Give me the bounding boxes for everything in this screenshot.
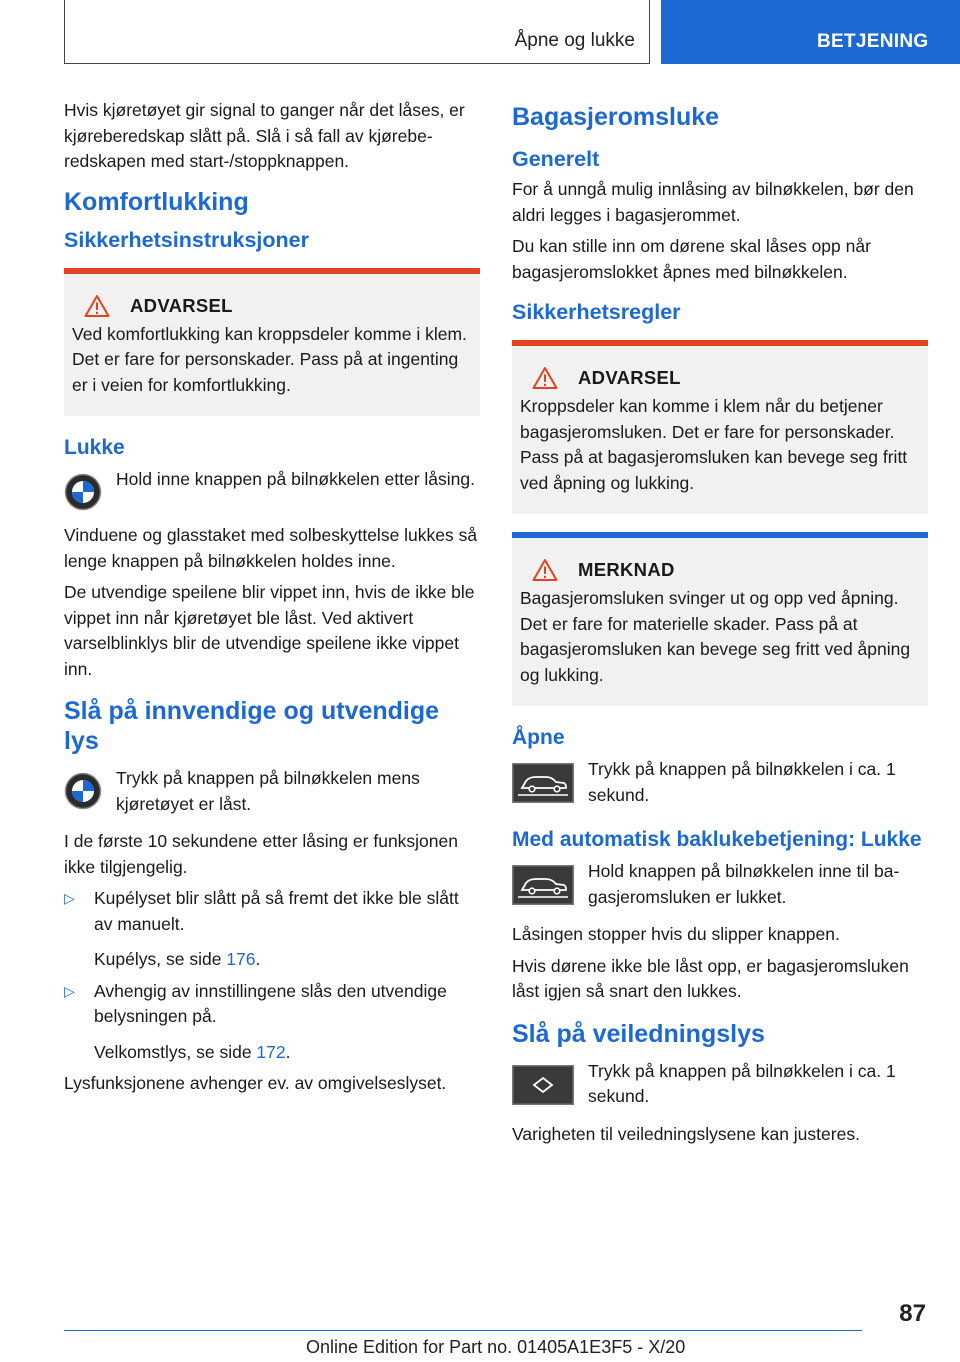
warning-title: ADVARSEL	[578, 367, 681, 388]
lysfunksjonene-paragraph: Lysfunksjonene avhenger ev. av omgivelseslyset.	[64, 1073, 447, 1093]
warning-text: Kroppsdeler kan komme i klem når du betjener bagasjeromsluken. Det er fare for personskader. Pass på at bagasjeromsluken kan bevege seg fritt ved åpning og lukking.	[520, 396, 908, 493]
warning-title: ADVARSEL	[130, 294, 233, 316]
warning-triangle-icon	[532, 366, 558, 390]
left-column	[64, 98, 480, 1103]
page-number: 87	[899, 1300, 926, 1327]
warning-box-bagasje	[512, 340, 928, 514]
speilene-paragraph: De utvendige speilene blir vippet inn, hvis de ikke ble vippet inn når kjøretøyet ble låst. Ved aktivert varselblinklys blir de utvendige speilene ikke vippet inn.	[64, 582, 475, 679]
heading-komfortlukking: Komfortlukking	[64, 187, 249, 216]
footer-edition: Online Edition for Part no. 01405A1E3F5 - X/20	[306, 1337, 686, 1357]
heading-bagasjeromsluke: Bagasjeromsluke	[512, 103, 720, 131]
triangle-bullet-icon: ▷	[64, 890, 75, 906]
automatisk-instruction	[512, 859, 928, 910]
automatisk-text: Hold knappen på bilnøkkelen inne til bagasjeromsluken er lukket.	[588, 861, 900, 907]
bullet-text: Avhengig av innstillingene slås den utvendige belysningen på.	[94, 980, 447, 1026]
heading-veiledningslys: Slå på veiledningslys	[512, 1019, 765, 1048]
apne-text: Trykk på knappen på bilnøkkelen i ca. 1 sekund.	[588, 759, 896, 805]
chapter-tab-label: BETJENING	[817, 31, 929, 52]
vinduene-paragraph: Vinduene og glasstaket med solbeskyttelse lukkes så lenge knappen på bilnøkkelen holdes inne.	[64, 525, 478, 571]
tailgate-key-button-icon	[512, 865, 574, 905]
intro-paragraph: Hvis kjøretøyet gir signal to ganger når det låses, er kjøreberedskap slått på. Slå i så fall av kjøreberedskapen med start-/stoppknappen.	[64, 100, 465, 171]
lys-instruction	[64, 766, 480, 817]
generelt-paragraph-1: For å unngå mulig innlåsing av bilnøkkelen, bør den aldri legges i bagasjerommet.	[512, 179, 914, 225]
footer-divider	[64, 1330, 862, 1331]
cross-reference: Velkomstlys, se side 172.	[94, 1041, 291, 1062]
guide-light-key-button-icon	[512, 1065, 574, 1105]
heading-lukke: Lukke	[64, 436, 125, 459]
heading-apne: Åpne	[512, 726, 565, 749]
forste-paragraph: I de første 10 sekundene etter låsing er funksjonen ikke tilgjengelig.	[64, 831, 458, 877]
varigheten-paragraph: Varigheten til veiledningslysene kan justeres.	[512, 1123, 860, 1144]
heading-sikkerhetsregler: Sikkerhetsregler	[512, 300, 681, 324]
lasingen-paragraph: Låsingen stopper hvis du slipper knappen.	[512, 924, 840, 944]
notice-text: Bagasjeromsluken svinger ut og opp ved åpning. Det er fare for materielle skader. Pass på at bagasjeromsluken kan bevege seg fritt ved åpning og lukking.	[520, 588, 911, 685]
lukke-instruction	[64, 467, 480, 511]
list-item	[64, 886, 480, 943]
right-column	[512, 98, 928, 1153]
triangle-bullet-icon: ▷	[64, 982, 75, 999]
heading-automatisk: Med automatisk baklukebetjening: Lukke	[512, 828, 922, 851]
veiledning-instruction	[512, 1059, 928, 1110]
generelt-paragraph-2: Du kan stille inn om dørene skal låses opp når bagasjeromslokket åpnes med bilnøkkelen.	[512, 236, 871, 282]
list-item	[64, 979, 480, 1036]
heading-sikkerhetsinstruksjoner: Sikkerhetsinstruksjoner	[64, 227, 309, 252]
veiledning-text: Trykk på knappen på bilnøkkelen i ca. 1 sekund.	[588, 1060, 896, 1106]
warning-box-komfort	[64, 268, 480, 417]
notice-triangle-icon	[532, 558, 558, 582]
cross-reference: Kupélys, se side 176.	[94, 949, 261, 969]
bmw-key-button-icon	[64, 772, 102, 810]
chapter-tab[interactable]	[661, 0, 960, 64]
notice-title: MERKNAD	[578, 559, 675, 580]
tailgate-key-button-icon	[512, 763, 574, 803]
bmw-key-button-icon	[64, 473, 102, 511]
header-section-box	[64, 0, 650, 64]
heading-generelt: Generelt	[512, 147, 600, 171]
bullet-text: Kupélyset blir slått på så fremt det ikke ble slått av manuelt.	[94, 888, 459, 934]
lys-text: Trykk på knappen på bilnøkkelen mens kjøretøyet er låst.	[116, 768, 420, 814]
dorene-paragraph: Hvis dørene ikke ble låst opp, er bagasjeromsluken låst igjen så snart den lukkes.	[512, 955, 909, 1001]
apne-instruction	[512, 757, 928, 808]
page-link[interactable]: 176	[226, 949, 256, 969]
lukke-text: Hold inne knappen på bilnøkkelen etter låsing.	[116, 469, 475, 489]
section-title: Åpne og lukke	[514, 30, 635, 51]
page-link[interactable]: 172	[256, 1041, 286, 1062]
notice-box	[512, 532, 928, 706]
heading-lys: Slå på innvendige og utvendige lys	[64, 697, 440, 755]
warning-text: Ved komfortlukking kan kroppsdeler komme i klem. Det er fare for personskader. Pass på at ingenting er i veien for komfortlukking.	[72, 323, 467, 395]
warning-triangle-icon	[84, 294, 110, 318]
